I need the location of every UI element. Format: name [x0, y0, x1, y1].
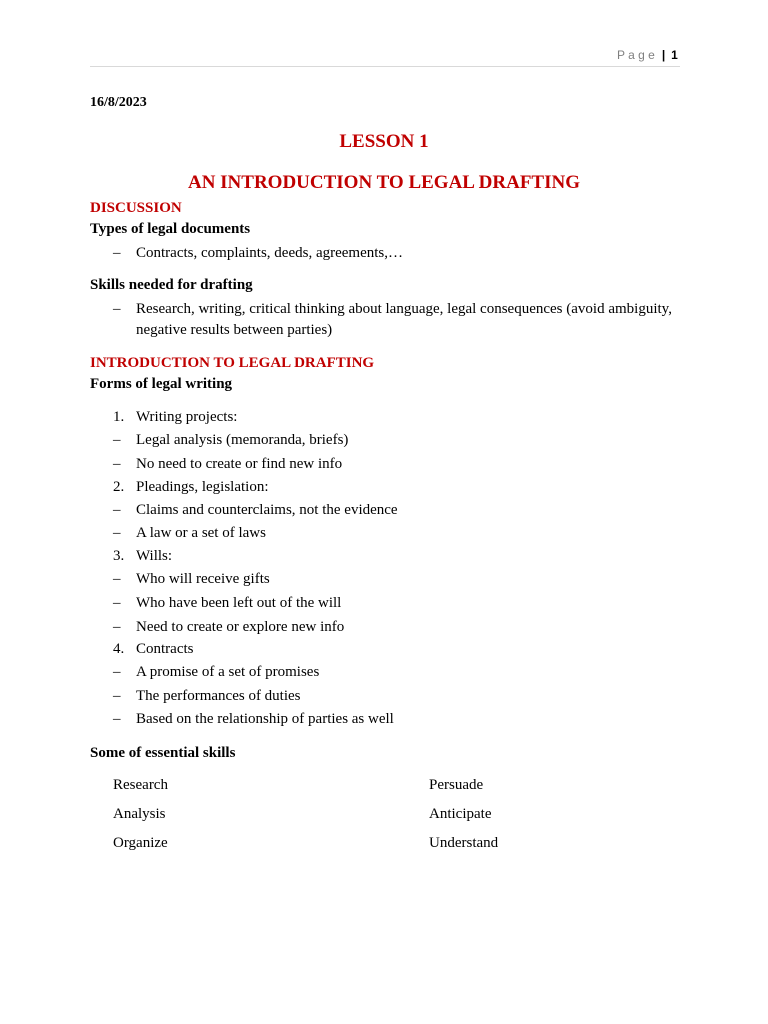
list-item: [113, 546, 683, 566]
list-item-text: No need to create or find new info: [136, 456, 343, 472]
list-item: [113, 662, 683, 682]
list-marker: 2.: [113, 479, 125, 495]
lesson-title: LESSON 1: [339, 131, 429, 152]
skills-table-cell: Anticipate: [429, 806, 492, 822]
skills-table-cell: Research: [113, 777, 168, 793]
list-item: [113, 430, 683, 450]
list-item: [113, 454, 683, 474]
subheading-document-types: Types of legal documents: [90, 221, 251, 237]
list-item-text: Legal analysis (memoranda, briefs): [136, 432, 349, 448]
page-separator: |: [661, 48, 666, 62]
list-item-text: Wills:: [136, 548, 173, 564]
list-marker: 3.: [113, 548, 125, 564]
page-header: [617, 46, 678, 64]
list-item-text: The performances of duties: [136, 688, 301, 704]
page-number: 1: [671, 48, 678, 62]
skills-table-cell: Persuade: [429, 777, 484, 793]
list-item: [113, 407, 683, 427]
list-marker: –: [113, 456, 121, 472]
list-item: [113, 299, 683, 341]
section-heading-introduction: INTRODUCTION TO LEGAL DRAFTING: [90, 355, 375, 371]
skills-table-cell: Understand: [429, 835, 499, 851]
list-item-text: Who have been left out of the will: [136, 595, 342, 611]
list-item-text: Who will receive gifts: [136, 571, 270, 587]
list-item: [113, 639, 683, 659]
list-item-text: Research, writing, critical thinking about language, legal consequences (avoid ambiguity, negative results between parties): [136, 301, 672, 338]
list-item: [113, 500, 683, 520]
list-marker: –: [113, 571, 121, 587]
list-item: [113, 243, 683, 263]
list-item-text: Pleadings, legislation:: [136, 479, 269, 495]
list-item: [113, 686, 683, 706]
list-item-text: Contracts, complaints, deeds, agreements,…: [136, 245, 404, 261]
list-marker: –: [113, 432, 121, 448]
document-date: 16/8/2023: [90, 95, 147, 110]
list-item: [113, 709, 683, 729]
list-marker: –: [113, 502, 121, 518]
list-marker: –: [113, 619, 121, 635]
list-item: [113, 593, 683, 613]
list-item-text: Contracts: [136, 641, 194, 657]
main-title: AN INTRODUCTION TO LEGAL DRAFTING: [187, 172, 581, 193]
list-marker: –: [113, 688, 121, 704]
list-marker: 4.: [113, 641, 125, 657]
section-heading-discussion: DISCUSSION: [90, 200, 182, 216]
list-marker: –: [113, 595, 121, 611]
list-item: [113, 569, 683, 589]
list-item: [113, 477, 683, 497]
skills-table-cell: Analysis: [113, 806, 166, 822]
subheading-essential-skills: Some of essential skills: [90, 745, 236, 761]
list-item-text: A law or a set of laws: [136, 525, 266, 541]
list-item: [113, 523, 683, 543]
list-marker: –: [113, 525, 121, 541]
list-item-text: A promise of a set of promises: [136, 664, 320, 680]
subheading-drafting-skills: Skills needed for drafting: [90, 277, 253, 293]
list-item-text: Claims and counterclaims, not the evidence: [136, 502, 398, 518]
list-item-text: Based on the relationship of parties as well: [136, 711, 394, 727]
list-item-text: Writing projects:: [136, 409, 238, 425]
list-marker: 1.: [113, 409, 125, 425]
list-marker: –: [113, 301, 121, 317]
list-marker: –: [113, 664, 121, 680]
list-marker: –: [113, 245, 121, 261]
header-divider: [90, 66, 680, 67]
list-marker: –: [113, 711, 121, 727]
skills-table-cell: Organize: [113, 835, 168, 851]
list-item-text: Need to create or explore new info: [136, 619, 345, 635]
page-label: P a g e: [617, 48, 655, 62]
list-item: [113, 617, 683, 637]
subheading-forms-of-legal-writing: Forms of legal writing: [90, 376, 233, 392]
